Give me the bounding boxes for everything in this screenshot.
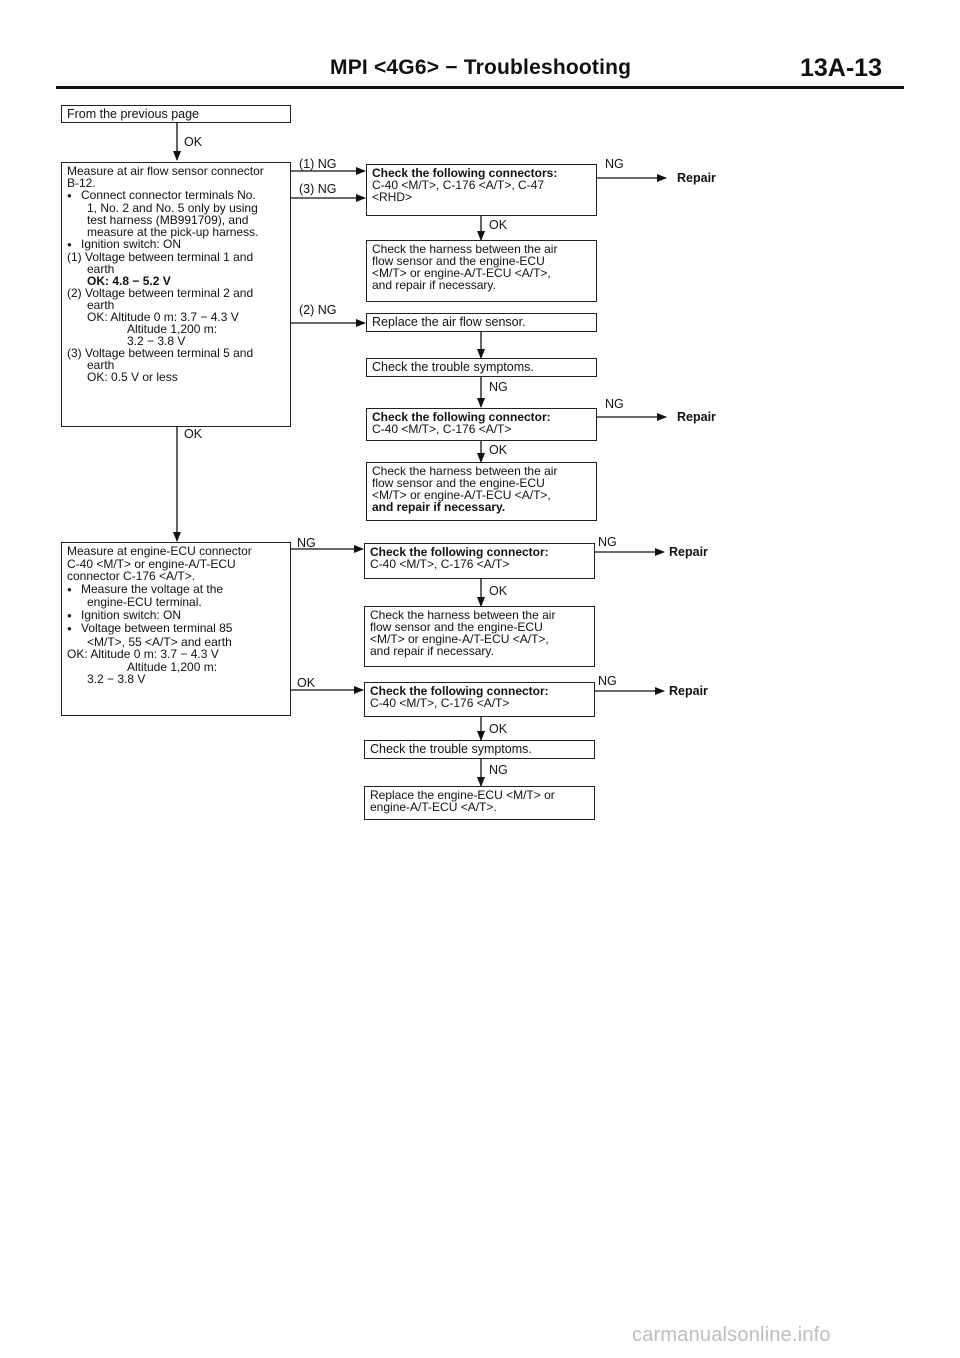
- page-number: 13A-13: [800, 54, 882, 82]
- step-line: ● Voltage between terminal 85: [67, 622, 286, 636]
- box-line: flow sensor and the engine-ECU: [372, 476, 545, 490]
- step-line: B-12.: [67, 176, 96, 190]
- check-connector-box: [366, 408, 597, 441]
- box-line: <M/T> or engine-A/T-ECU <A/T>,: [372, 488, 551, 502]
- step-line: measure at the pick-up harness.: [87, 225, 259, 239]
- check-harness-box: [366, 462, 597, 521]
- ng-label: NG: [598, 535, 617, 549]
- ng-label: (3) NG: [299, 182, 337, 196]
- box-line: Replace the engine-ECU <M/T> or: [370, 788, 555, 802]
- step-line: (1) Voltage between terminal 1 and: [67, 250, 254, 264]
- step-line: OK: Altitude 0 m: 3.7 − 4.3 V: [67, 647, 219, 661]
- check-harness-box: [366, 240, 597, 302]
- watermark-text: carmanualsonline.info: [632, 1324, 831, 1346]
- step-line: OK: Altitude 0 m: 3.7 − 4.3 V: [87, 310, 239, 324]
- ok-label: OK: [489, 722, 508, 736]
- ok-label: OK: [489, 584, 508, 598]
- step-line: 1, No. 2 and No. 5 only by using: [87, 201, 258, 215]
- step-line: 3.2 − 3.8 V: [127, 334, 186, 348]
- box-line: and repair if necessary.: [372, 500, 506, 514]
- ng-label: (2) NG: [299, 303, 337, 317]
- box-line: C-40 <M/T>, C-176 <A/T>: [370, 557, 510, 571]
- step-line: connector C-176 <A/T>.: [67, 569, 196, 583]
- step-line: ● Measure the voltage at the: [67, 583, 286, 597]
- box-line: and repair if necessary.: [372, 278, 496, 292]
- ng-label: NG: [605, 397, 624, 411]
- step-line: C-40 <M/T> or engine-A/T-ECU: [67, 556, 236, 571]
- replace-air-flow-sensor-box: [366, 313, 597, 332]
- step-line: engine-ECU terminal.: [87, 595, 202, 609]
- box-line: <RHD>: [372, 190, 413, 204]
- check-trouble-symptoms-box: [364, 740, 595, 759]
- box-line: flow sensor and the engine-ECU: [372, 254, 545, 268]
- box-line: flow sensor and the engine-ECU: [370, 620, 543, 634]
- check-connector-box: [364, 543, 595, 579]
- box-line: Check the trouble symptoms.: [370, 742, 532, 756]
- box-line: Check the harness between the air: [372, 464, 558, 478]
- box-line: Check the following connectors:: [372, 166, 558, 180]
- step-line: ● Ignition switch: ON: [67, 609, 286, 623]
- box-line: and repair if necessary.: [370, 644, 494, 658]
- check-connector-box: [364, 682, 595, 717]
- box-line: C-40 <M/T>, C-176 <A/T>, C-47: [372, 178, 545, 192]
- box-line: Replace the air flow sensor.: [372, 315, 526, 329]
- ng-label: NG: [489, 380, 508, 394]
- box-line: C-40 <M/T>, C-176 <A/T>: [372, 422, 512, 436]
- step-line: (2) Voltage between terminal 2 and: [67, 286, 254, 300]
- box-line: Check the harness between the air: [370, 608, 556, 622]
- box-line: Check the trouble symptoms.: [372, 360, 534, 374]
- box-line: Check the following connector:: [372, 410, 551, 424]
- step-line: earth: [87, 298, 115, 312]
- step-line: ● Ignition switch: ON: [67, 238, 286, 251]
- box-line: C-40 <M/T>, C-176 <A/T>: [370, 696, 510, 710]
- box-line: Check the following connector:: [370, 545, 549, 559]
- step-line: ● Connect connector terminals No.: [67, 189, 286, 202]
- box-line: <M/T> or engine-A/T-ECU <A/T>,: [370, 632, 549, 646]
- step-line: Altitude 1,200 m:: [127, 322, 218, 336]
- ng-label: NG: [489, 763, 508, 777]
- from-previous-page-box: [61, 105, 291, 123]
- check-connectors-box: [366, 164, 597, 216]
- measure-engine-ecu-box: [61, 542, 291, 716]
- replace-engine-ecu-box: [364, 786, 595, 820]
- box-line: <M/T> or engine-A/T-ECU <A/T>,: [372, 266, 551, 280]
- repair-label: Repair: [677, 171, 716, 185]
- ng-label: (1) NG: [299, 157, 337, 171]
- from-previous-page-label: From the previous page: [67, 107, 200, 121]
- measure-air-flow-sensor-box: [61, 162, 291, 427]
- repair-label: Repair: [677, 410, 716, 424]
- check-trouble-symptoms-box: [366, 358, 597, 377]
- ok-label: OK: [184, 135, 203, 149]
- step-line: earth: [87, 262, 115, 276]
- step-line: Altitude 1,200 m:: [127, 659, 218, 674]
- step-line: (3) Voltage between terminal 5 and: [67, 346, 254, 360]
- step-line: OK: 4.8 − 5.2 V: [87, 274, 171, 288]
- step-line: 3.2 − 3.8 V: [87, 672, 146, 686]
- box-line: Check the following connector:: [370, 684, 549, 698]
- page-title: MPI <4G6> − Troubleshooting: [330, 56, 632, 79]
- box-line: Check the harness between the air: [372, 242, 558, 256]
- step-line: test harness (MB991709), and: [87, 213, 249, 227]
- step-line: earth: [87, 358, 115, 372]
- ok-label: OK: [184, 427, 203, 441]
- step-line: OK: 0.5 V or less: [87, 370, 178, 384]
- step-line: <M/T>, 55 <A/T> and earth: [87, 634, 232, 649]
- box-line: engine-A/T-ECU <A/T>.: [370, 800, 497, 814]
- ok-label: OK: [297, 676, 316, 690]
- step-line: Measure at engine-ECU connector: [67, 544, 252, 558]
- ng-label: NG: [598, 674, 617, 688]
- repair-label: Repair: [669, 684, 708, 698]
- repair-label: Repair: [669, 545, 708, 559]
- ok-label: OK: [489, 443, 508, 457]
- check-harness-box: [364, 606, 595, 667]
- ok-label: OK: [489, 218, 508, 232]
- ng-label: NG: [297, 536, 316, 550]
- step-line: Measure at air flow sensor connector: [67, 164, 264, 178]
- ng-label: NG: [605, 157, 624, 171]
